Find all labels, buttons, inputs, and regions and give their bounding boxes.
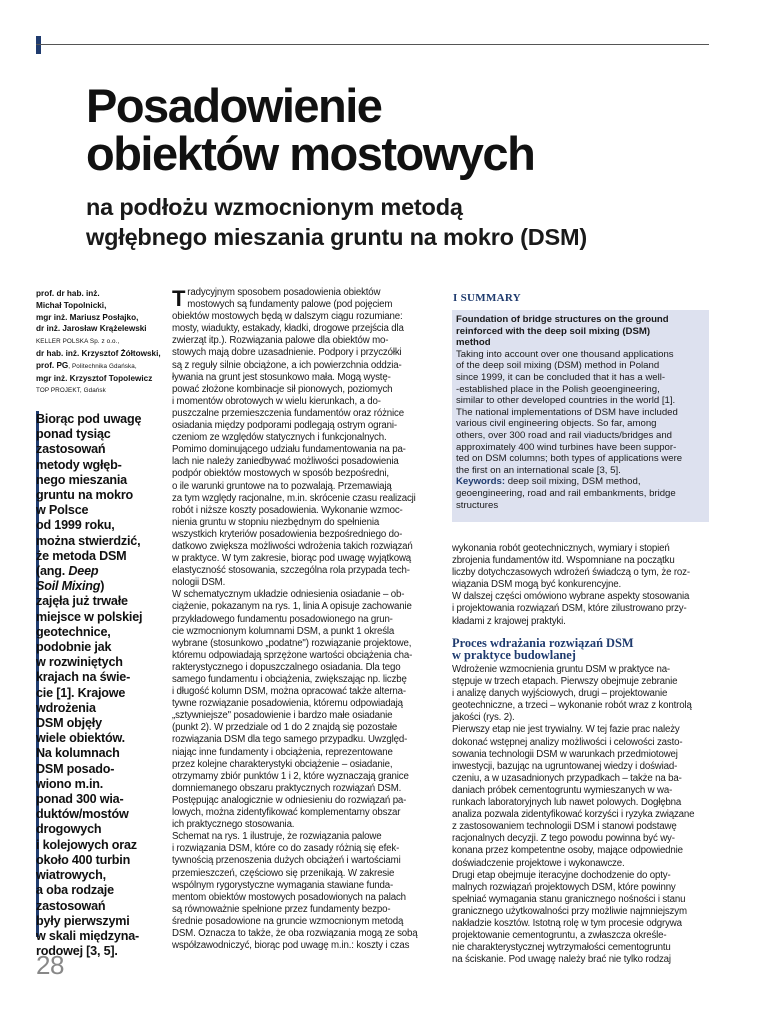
summary-keywords: Keywords: deep soil mixing, DSM method, geoengineering, road and rail embankments, bridge structures xyxy=(456,476,676,511)
body-paragraph: Wdrożenie wzmocnienia gruntu DSM w praktyce na- stępuje w trzech etapach. Pierwszy obejmuje zebranie i analizę danych wyjściowych, drugi – projektowanie geotechniczne, a trzeci – wykonanie robót wraz z kontrolą jakości (rys. 2). xyxy=(452,664,692,724)
author-line: prof. dr hab. inż. xyxy=(36,289,100,298)
author-list xyxy=(36,288,164,397)
lead-term: Deep Soil Mixing xyxy=(36,564,101,594)
body-paragraph: wykonania robót geotechnicznych, wymiary i stopień zbrojenia fundamentów itd. Wspomniane na początku liczby dotychczasowych wdrożeń świadczą o tym, że roz- wiązania DSM mogą być konkurencyjne. xyxy=(452,543,690,591)
body-column-3 xyxy=(452,664,712,966)
drop-cap: T xyxy=(172,286,186,311)
article-title: Posadowienie obiektów mostowych xyxy=(86,79,535,180)
header-accent-mark xyxy=(36,36,41,54)
body-column-2 xyxy=(452,543,712,628)
summary-body: Taking into account over one thousand applications of the deep soil mixing (DSM) method in Poland since 1999, it can be concluded that it has a well- -established place in the Polish geoengineering, similar to other developed countries in the world [1]. The national implementations of DSM have included various civil engineering objects. So far, among others, over 300 road and rail viaducts/bridges and approximately 400 wind turbines have been suppor- ted on DSM columns; both types of applications were the first on an international scale [3, 5]. xyxy=(456,348,683,476)
summary-heading: I SUMMARY xyxy=(453,292,522,304)
author-line: dr hab. inż. Krzysztof Żółtowski, xyxy=(36,348,161,358)
body-paragraph: Schemat na rys. 1 ilustruje, że rozwiązania palowe i rozwiązania DSM, które co do zasady różnią się efek- tywnością przenoszenia dużych obciążeń i wartościami przemieszczeń, częściowo się przenikają. W zakresie wspólnym rygorystyczne wymagania stawiane funda- mentom obiektów mostowych posadowionych na palach są równoważnie spełnione przez fundamenty bezpo- średnie posadowione na gruncie wzmocnionym metodą DSM. Oznacza to także, że oba rozwiązania mogą ze sobą współzawodniczyć, biorąc pod uwagę m.in.: koszty i czas xyxy=(172,831,418,952)
body-paragraph: Drugi etap obejmuje iteracyjne dochodzenie do opty- malnych rozwiązań projektowych DSM, które powinny spełniać wymagania stanu granicznego nośności i stanu granicznego użytkowalności przy możliwie najmniejszym nakładzie kosztów. Istotną rolę w tym procesie odgrywa projektowanie cementogruntu, a zwłaszcza określe- nie charakterystycznej wytrzymałości cementogruntu na ściskanie. Pod uwagę należy brać nie tylko rodzaj xyxy=(452,869,687,966)
author-line: dr inż. Jarosław Krążelewski xyxy=(36,324,147,334)
author-line: Michał Topolnicki, xyxy=(36,300,107,310)
author-line: mgr inż. Mariusz Posłajko, xyxy=(36,312,139,322)
body-paragraph: Tradycyjnym sposobem posadowienia obiektów mostowych są fundamenty palowe (pod pojęciem obiektów mostowych będą w dalszym ciągu rozumiane: mosty, wiadukty, estakady, kładki, drogowe przejścia dla zwierząt itp.). Rozwiązania palowe dla obiektów mo- stowych mają dobre uzasadnienie. Podpory i przyczółki są z reguły silnie obciążone, a ich powierzchnia oddzia- ływania na grunt jest stosunkowo mała. Mogą wystę- pować złożone kombinacje sił pionowych, poziomych i momentów obrotowych w wielu kierunkach, a do- puszczalne przemieszczenia fundamentów oraz różnice osiadania między podporami podlegają ostrym ograni- czeniom ze względów statycznych i funkcjonalnych. Pomimo dominującego udziału fundamentowania na pa- lach nie należy zaniedbywać możliwości posadowienia podpór obiektów mostowych w sposób bezpośredni, o ile warunki gruntowe na to pozwalają. Przemawiają za tym względy racjonalne, m.in. skrócenie czasu realizacji robót i niższe koszty posadowienia. Wykonanie wzmoc- nienia gruntu w stopniu niezbędnym do spełnienia wszystkich kryteriów posadowienia bezpośredniego do- datkowo zwiększa możliwości wdrożenia takich rozwiązań w praktyce. W tym zakresie, biorąc pod uwagę wyjątkową elastyczność stosowania, szczególna rola przypada tech- nologii DSM. xyxy=(172,286,416,589)
section-heading: Proces wdrażania rozwiązań DSM w praktyce budowlanej xyxy=(452,636,634,662)
body-column-1 xyxy=(172,287,434,952)
lead-paragraph: Biorąc pod uwagę ponad tysiąc zastosowań metody wgłęb- nego mieszania gruntu na mokro w Polsce od 1999 roku, można stwierdzić, że metoda DSM (ang. Deep Soil Mixing) zajęła już trwałe miejsce w polskiej geotechnice, podobnie jak w rozwiniętych krajach na świe- cie [1]. Krajowe wdrożenia DSM objęły wiele obiektów. Na kolumnach DSM posado- wiono m.in. ponad 300 wia- duktów/mostów drogowych i kolejowych oraz około 400 turbin wiatrowych, a oba rodzaje zastosowań były pierwszymi w skali międzyna- rodowej [3, 5]. xyxy=(36,412,143,959)
author-line: mgr inż. Krzysztof Topolewicz xyxy=(36,373,153,383)
body-paragraph: W schematycznym układzie odniesienia osiadanie – ob- ciążenie, pokazanym na rys. 1, linia A opisuje zachowanie przykładowego fundamentu posadowionego na grun- cie wzmocnionym kolumnami DSM, a punkt 1 określa wybrane (stosunkowo „podatne") rozwiązanie projektowe, któremu odpowiadają sprzężone wartości obciążenia cha- rakterystycznego i dopuszczalnego osiadania. Dla tego samego fundamentu i obciążenia, zwiększając np. liczbę i długość kolumn DSM, można opracować także alterna- tywne rozwiązanie posadowienia, któremu odpowiadają „sztywniejsze" posadowienie i bardzo małe osiadanie (punkt 2). W przedziale od 1 do 2 znajdą się pozostałe rozwiązania DSM dla tego samego przypadku. Uwzględ- niając inne fundamenty i obciążenia, reprezentowane przez kolejne charakterystyki obciążenie – osiadanie, otrzymamy zbiór punktów 1 i 2, które wyznaczają granice domniemanego obszaru praktycznych rozwiązań DSM. Postępując analogicznie w odniesieniu do rozwiązań pa- lowych, można zidentyfikować komplementarny obszar ich praktycznego stosowania. xyxy=(172,589,413,831)
summary-content xyxy=(456,314,706,511)
author-affiliation: TOP PROJEKT, Gdańsk xyxy=(36,387,106,395)
summary-title: Foundation of bridge structures on the ground reinforced with the deep soil mixing (DSM) method xyxy=(456,314,669,349)
author-affiliation: KELLER POLSKA Sp. z o.o., xyxy=(36,338,120,346)
page-number: 28 xyxy=(36,950,64,980)
header-rule xyxy=(36,44,709,45)
article-subtitle: na podłożu wzmocnionym metodą wgłębnego mieszania gruntu na mokro (DSM) xyxy=(86,194,588,250)
body-paragraph: W dalszej części omówiono wybrane aspekty stosowania i projektowania rozwiązań DSM, które zilustrowano przy- kładami z krajowej praktyki. xyxy=(452,591,690,627)
author-line: prof. PG, Politechnika Gdańska, xyxy=(36,360,137,370)
body-paragraph: Pierwszy etap nie jest trywialny. W tej fazie prac należy dokonać wstępnej analizy możliwości i celowości zasto- sowania technologii DSM w warunkach przedmiotowej inwestycji, bazując na ugruntowanej wiedzy i doświad- czeniu, a w uzasadnionych przypadkach – także na ba- daniach próbek cementogruntu wymieszanych w wa- runkach laboratoryjnych lub nawet polowych. Dogłębna analiza pozwala zidentyfikować korzyści i ryzyka związane z zastosowaniem technologii DSM i stanowi podstawę racjonalnych decyzji. Z tego powodu powinna być wy- konana przez kompetentne osoby, mające odpowiednie doświadczenie projektowe i wykonawcze. xyxy=(452,724,695,869)
